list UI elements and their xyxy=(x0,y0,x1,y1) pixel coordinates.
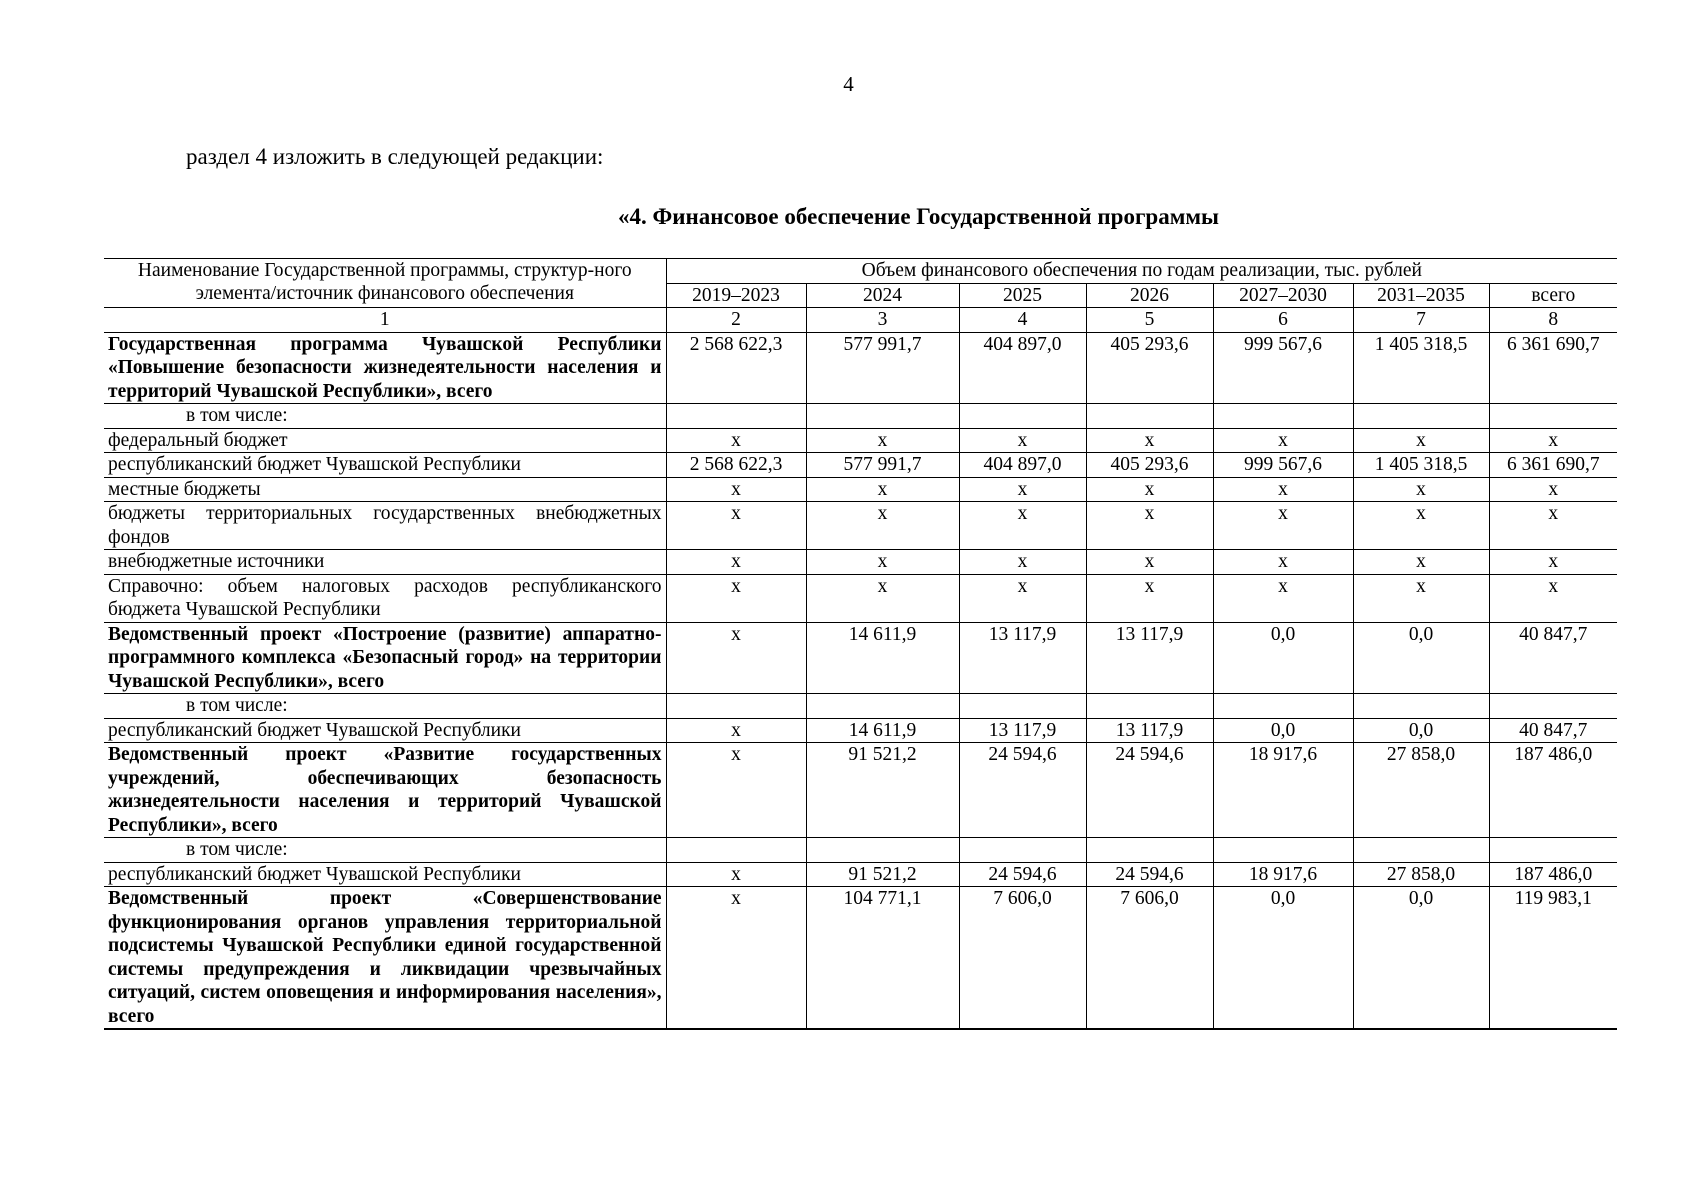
cell-value xyxy=(959,404,1086,429)
header-year: 2019–2023 xyxy=(666,283,806,308)
cell-value: 1 405 318,5 xyxy=(1353,332,1489,404)
cell-value: 14 611,9 xyxy=(806,622,959,694)
cell-value: x xyxy=(1489,550,1617,575)
row-name: в том числе: xyxy=(104,838,666,863)
table-row xyxy=(104,718,1617,743)
cell-value xyxy=(1489,838,1617,863)
cell-value: 24 594,6 xyxy=(1086,862,1213,887)
cell-value xyxy=(959,694,1086,719)
cell-value: 0,0 xyxy=(1353,887,1489,1030)
cell-value xyxy=(1353,694,1489,719)
table-row xyxy=(104,477,1617,502)
cell-value: 0,0 xyxy=(1213,622,1353,694)
cell-value: x xyxy=(1213,574,1353,622)
cell-value xyxy=(806,404,959,429)
cell-value: x xyxy=(666,718,806,743)
cell-value: x xyxy=(806,502,959,550)
cell-value: x xyxy=(1353,428,1489,453)
table-body xyxy=(104,332,1617,1029)
cell-value: 40 847,7 xyxy=(1489,718,1617,743)
cell-value xyxy=(1086,694,1213,719)
cell-value: x xyxy=(959,477,1086,502)
column-number: 4 xyxy=(959,308,1086,333)
cell-value: x xyxy=(666,428,806,453)
cell-value: 91 521,2 xyxy=(806,743,959,838)
cell-value: x xyxy=(1213,428,1353,453)
cell-value xyxy=(1213,838,1353,863)
cell-value xyxy=(959,838,1086,863)
cell-value: x xyxy=(959,428,1086,453)
row-name: Справочно: объем налоговых расходов республиканского бюджета Чувашской Республики xyxy=(104,574,666,622)
cell-value: x xyxy=(1489,574,1617,622)
cell-value: 999 567,6 xyxy=(1213,453,1353,478)
cell-value: 6 361 690,7 xyxy=(1489,332,1617,404)
cell-value: x xyxy=(959,550,1086,575)
header-year: 2024 xyxy=(806,283,959,308)
row-name: внебюджетные источники xyxy=(104,550,666,575)
page-number: 4 xyxy=(843,72,854,96)
cell-value: x xyxy=(1353,550,1489,575)
header-column-numbers-row xyxy=(104,308,1617,333)
header-year: 2026 xyxy=(1086,283,1213,308)
header-name: Наименование Государственной программы, структур-ного элемента/источник финансового обеспечения xyxy=(104,259,666,308)
cell-value: x xyxy=(1086,550,1213,575)
cell-value: 187 486,0 xyxy=(1489,862,1617,887)
cell-value: 24 594,6 xyxy=(959,743,1086,838)
cell-value: 405 293,6 xyxy=(1086,332,1213,404)
row-name: в том числе: xyxy=(104,694,666,719)
cell-value: 0,0 xyxy=(1353,622,1489,694)
cell-value: 27 858,0 xyxy=(1353,862,1489,887)
cell-value: 405 293,6 xyxy=(1086,453,1213,478)
cell-value: 2 568 622,3 xyxy=(666,332,806,404)
cell-value: x xyxy=(1489,502,1617,550)
table-row xyxy=(104,838,1617,863)
cell-value: 104 771,1 xyxy=(806,887,959,1030)
table-row xyxy=(104,332,1617,404)
cell-value xyxy=(1353,404,1489,429)
cell-value: x xyxy=(1086,502,1213,550)
cell-value: 7 606,0 xyxy=(959,887,1086,1030)
row-name: республиканский бюджет Чувашской Республики xyxy=(104,718,666,743)
cell-value: x xyxy=(666,502,806,550)
cell-value: 577 991,7 xyxy=(806,332,959,404)
cell-value: 27 858,0 xyxy=(1353,743,1489,838)
cell-value: 0,0 xyxy=(1213,887,1353,1030)
financing-table xyxy=(104,258,1617,1030)
cell-value: 0,0 xyxy=(1213,718,1353,743)
cell-value xyxy=(1353,838,1489,863)
cell-value: x xyxy=(666,887,806,1030)
cell-value: x xyxy=(806,550,959,575)
cell-value: 91 521,2 xyxy=(806,862,959,887)
cell-value: x xyxy=(959,502,1086,550)
cell-value: x xyxy=(806,477,959,502)
table-row xyxy=(104,574,1617,622)
cell-value: x xyxy=(806,574,959,622)
row-name: Государственная программа Чувашской Республики «Повышение безопасности жизнедеятельности населения и территорий Чувашской Республики», всего xyxy=(104,332,666,404)
column-number: 5 xyxy=(1086,308,1213,333)
row-name: Ведомственный проект «Совершенствование функционирования органов управления территориальной подсистемы Чувашской Республики единой государственной системы предупреждения и ликвидации чрезвычайных ситуаций, систем оповещения и информирования населения», всего xyxy=(104,887,666,1030)
cell-value: x xyxy=(1213,502,1353,550)
cell-value: 13 117,9 xyxy=(1086,622,1213,694)
cell-value xyxy=(666,838,806,863)
cell-value: x xyxy=(1353,477,1489,502)
cell-value: 187 486,0 xyxy=(1489,743,1617,838)
cell-value xyxy=(806,838,959,863)
cell-value: 1 405 318,5 xyxy=(1353,453,1489,478)
cell-value xyxy=(1086,838,1213,863)
cell-value: 999 567,6 xyxy=(1213,332,1353,404)
cell-value: x xyxy=(806,428,959,453)
cell-value: x xyxy=(666,550,806,575)
header-year: всего xyxy=(1489,283,1617,308)
column-number: 1 xyxy=(104,308,666,333)
cell-value xyxy=(1213,694,1353,719)
cell-value: 13 117,9 xyxy=(959,718,1086,743)
cell-value: x xyxy=(1489,477,1617,502)
cell-value: x xyxy=(666,477,806,502)
row-name: Ведомственный проект «Построение (развитие) аппаратно-программного комплекса «Безопасный город» на территории Чувашской Республики», всего xyxy=(104,622,666,694)
column-number: 3 xyxy=(806,308,959,333)
cell-value: x xyxy=(1086,574,1213,622)
cell-value: 0,0 xyxy=(1353,718,1489,743)
cell-value: 404 897,0 xyxy=(959,453,1086,478)
cell-value: 7 606,0 xyxy=(1086,887,1213,1030)
section-title: «4. Финансовое обеспечение Государственной программы xyxy=(618,204,1219,229)
cell-value: 18 917,6 xyxy=(1213,862,1353,887)
row-name: Ведомственный проект «Развитие государственных учреждений, обеспечивающих безопасность жизнедеятельности населения и территорий Чувашской Республики», всего xyxy=(104,743,666,838)
table-row xyxy=(104,887,1617,1030)
cell-value: x xyxy=(1213,477,1353,502)
cell-value xyxy=(1213,404,1353,429)
cell-value: x xyxy=(666,743,806,838)
cell-value xyxy=(1489,694,1617,719)
cell-value: 13 117,9 xyxy=(1086,718,1213,743)
cell-value: x xyxy=(666,862,806,887)
cell-value: 24 594,6 xyxy=(959,862,1086,887)
column-number: 7 xyxy=(1353,308,1489,333)
row-name: республиканский бюджет Чувашской Республики xyxy=(104,453,666,478)
table-row xyxy=(104,550,1617,575)
table-row xyxy=(104,404,1617,429)
cell-value xyxy=(666,404,806,429)
cell-value: x xyxy=(666,622,806,694)
cell-value xyxy=(1489,404,1617,429)
column-number: 8 xyxy=(1489,308,1617,333)
cell-value: 24 594,6 xyxy=(1086,743,1213,838)
column-number: 6 xyxy=(1213,308,1353,333)
cell-value: x xyxy=(959,574,1086,622)
cell-value: 6 361 690,7 xyxy=(1489,453,1617,478)
cell-value xyxy=(666,694,806,719)
cell-value: 14 611,9 xyxy=(806,718,959,743)
cell-value xyxy=(806,694,959,719)
cell-value: x xyxy=(666,574,806,622)
table-row xyxy=(104,622,1617,694)
cell-value: 2 568 622,3 xyxy=(666,453,806,478)
cell-value: 404 897,0 xyxy=(959,332,1086,404)
row-name: местные бюджеты xyxy=(104,477,666,502)
cell-value: x xyxy=(1489,428,1617,453)
header-volume: Объем финансового обеспечения по годам реализации, тыс. рублей xyxy=(666,259,1617,284)
cell-value: x xyxy=(1086,428,1213,453)
cell-value xyxy=(1086,404,1213,429)
cell-value: 119 983,1 xyxy=(1489,887,1617,1030)
header-year: 2027–2030 xyxy=(1213,283,1353,308)
column-number: 2 xyxy=(666,308,806,333)
cell-value: x xyxy=(1353,574,1489,622)
row-name: в том числе: xyxy=(104,404,666,429)
table-row xyxy=(104,453,1617,478)
header-year: 2031–2035 xyxy=(1353,283,1489,308)
row-name: федеральный бюджет xyxy=(104,428,666,453)
cell-value: x xyxy=(1213,550,1353,575)
header-year: 2025 xyxy=(959,283,1086,308)
table-row xyxy=(104,743,1617,838)
cell-value: 577 991,7 xyxy=(806,453,959,478)
row-name: бюджеты территориальных государственных внебюджетных фондов xyxy=(104,502,666,550)
cell-value: 40 847,7 xyxy=(1489,622,1617,694)
cell-value: x xyxy=(1353,502,1489,550)
table-row xyxy=(104,862,1617,887)
cell-value: 13 117,9 xyxy=(959,622,1086,694)
table-row xyxy=(104,694,1617,719)
row-name: республиканский бюджет Чувашской Республики xyxy=(104,862,666,887)
intro-text: раздел 4 изложить в следующей редакции: xyxy=(186,144,604,169)
table-row xyxy=(104,502,1617,550)
table-row xyxy=(104,428,1617,453)
cell-value: 18 917,6 xyxy=(1213,743,1353,838)
cell-value: x xyxy=(1086,477,1213,502)
